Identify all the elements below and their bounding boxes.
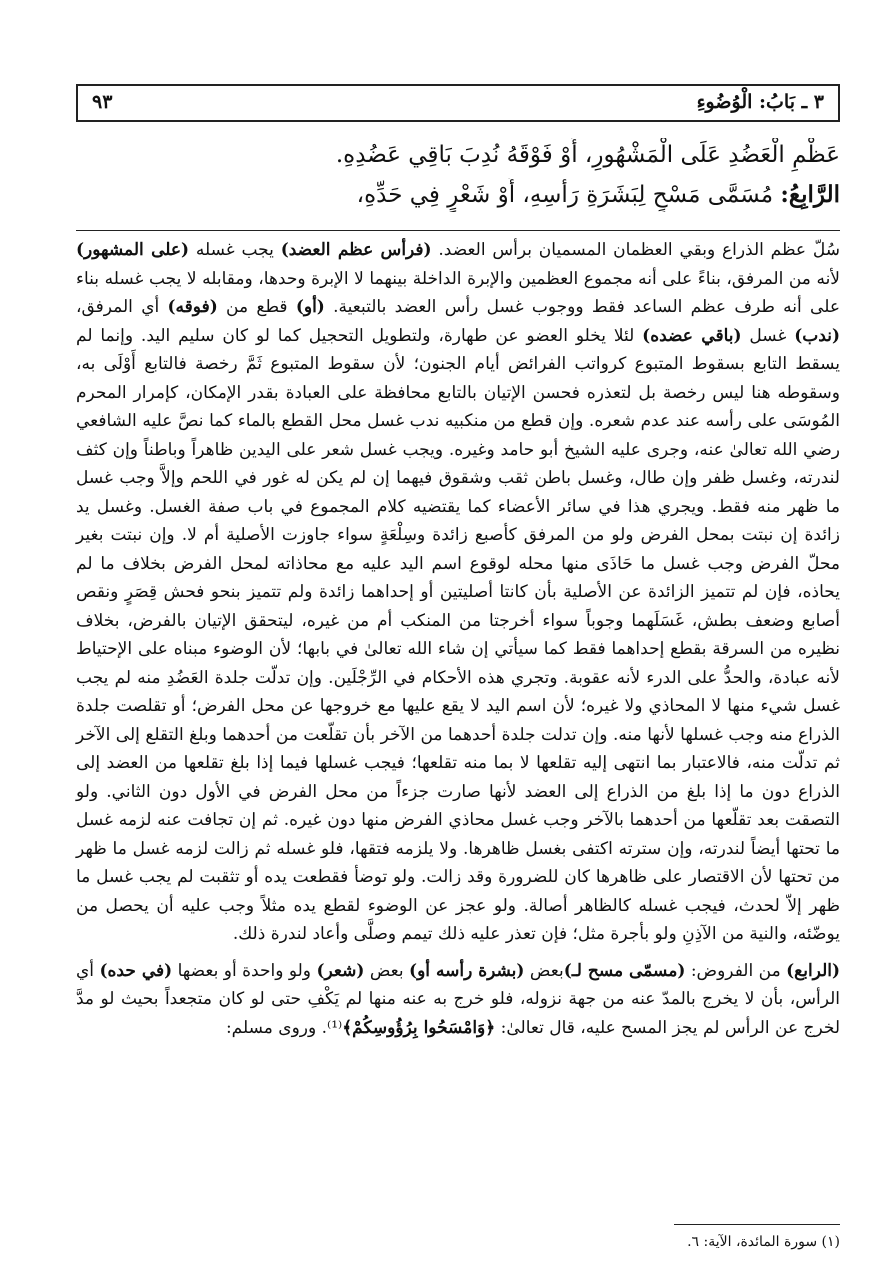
- commentary-paragraph-1: [76, 236, 840, 949]
- page-number: ٩٣: [92, 91, 113, 113]
- matn-label: الرَّابِعُ:: [780, 181, 840, 208]
- footnote: (١) سورة المائدة، الآية: ٦.: [687, 1234, 840, 1250]
- text-run: بعض: [524, 960, 564, 981]
- matn-text: مُسَمَّى مَسْحٍ لِبَشَرَةِ رَأْسِهِ، أَوْ شَعْرٍ فِي حَدِّهِ،: [356, 182, 774, 208]
- text-run: ⁽¹⁾. وروى مسلم:: [225, 1017, 343, 1038]
- text-run: لأنه من المرفق، بناءً على أنه مجموع العظمين والإبرة الداخلة بينهما لا الإبرة وحدها، ومقابله لا يجب غسله بناء على أنه طرف عظم الساعد فقط ووجوب غسل رأس العضد بالتبعية.: [76, 268, 840, 317]
- bold-phrase: (شعر): [316, 960, 365, 981]
- bold-phrase: (على المشهور): [76, 240, 190, 260]
- bold-phrase: (ندب): [794, 325, 840, 346]
- bold-phrase: (أو): [295, 297, 325, 317]
- matn-line-2: [76, 178, 840, 212]
- bold-phrase: (مسمّى مسح لـ): [563, 960, 686, 981]
- bold-phrase: (فوقه): [167, 297, 218, 317]
- text-run: بعض: [364, 960, 410, 981]
- separator-line: [76, 230, 840, 231]
- text-run: لئلا يخلو العضو عن طهارة، ولتطويل التحجيل كما لو كان سليم اليد. وإنما لم يسقط التابع بسقوط المتبوع كرواتب الفرائض أيام الجنون؛ لأن سقوط المتبوع ثَمَّ رخصة فالتابع أَوْلَى به، وسقوطه هنا ليس رخصة بل لتعذره فحسن الإتيان بالتابع محافظة على العبادة بقدر الإمكان، كإمرار المحرم المُوسَى على رأسه عند عدم شعره. وإن قطع من منكبيه ندب غسل محل القطع بالماء كما نصَّ عليه الشافعي رضي الله تعالىٰ عنه، وجرى عليه الشيخ أبو حامد وغيره. ويجب غسل شعر على اليدين ظاهراً وباطناً وإن كثف لندرته، وغسل ظفر وإن طال، وغسل باطن ثقب وشقوق فيهما إن لم يكن له غور في اللحم وإلاَّ وجب غسل ما ظهر منه فقط. ويجري هذا في سائر الأعضاء كما يقتضيه كلام المجموع في باب صفة الغسل. وغسل يد زائدة إن نبتت بمحل الفرض ولو من المرفق كأصبع زائدة وسِلْعَةٍ سواء جاوزت الأصلية أم لا. وإن نبتت بغير محلّ الفرض وجب غسل ما حَاذَى منها محله لوقوع اسم اليد عليه مع محاذاته لمحل الفرض بخلاف ما لم يحاذه، فإن لم تتميز الزائدة عن الأصلية بأن كانتا أصليتين أو إحداهما زائدة ولم تتميز بنحو فحش قِصَرٍ ونقص أصابع وضعف بطش، غَسَلَهما وجوباً سواء أخرجتا من المنكب أم من غيره، ليتحقق الإتيان بالفرض، بخلاف نظيره من السرقة بقطع إحداهما فقط كما سيأتي إن شاء الله تعالىٰ في بابها؛ لأن الوضوء مبناه على الإحتياط لأنه عبادة، والحدُّ على الدرء لأنه عقوبة. وتجري هذه الأحكام في الرِّجْلَين. وإن تدلّت جلدة العَضُدِ منه لم يجب غسل شيء منها لا المحاذي ولا غيره؛ لأن اسم اليد لا يقع عليها مع خروجها عن محل الفرض؛ أو تقلصت جلدة الذراع منه وجب غسلها لأنها منه. وإن تدلت جلدة أحدهما من الآخر بأن تقلّعت من أحدهما وبلغ التقلع إلى الآخر ثم تدلّت منه، فالاعتبار بما انتهى إليه تقلعها لا بما منه تقلعها؛ فيجب غسلها فيما إذا بلغ تقلعها من العضد إلى الذراع دون ما إذا بلغ من الذراع إلى العضد لأنها صارت جزءاً من محل الفرض في الأول دون الثاني. ولو التصقت بعد تقلّعها من أحدهما بالآخر وجب غسل محاذي الفرض منها دون غيره. ثم إن تجافت عنه لزمه غسل ما تحتها أيضاً لندرته، وإن سترته اكتفى بغسل ظاهرها. ولا يلزمه فتقها، فلو غسله ثم زالت لزمه غسل ما ظهر من تحتها لأن الاقتصار على ظاهرها كان للضرورة وقد زالت. ولو توضأ فقطعت يده أو تثقبت لم يجب غسل ما ظهر إلاّ لحدث، فيجب غسله كالظاهر أصالة. ولو عجز عن الوضوء لقطع يده مثلاً وجب عليه أن يحصل من يوضّئه، والنية من الآذِنِ ولو بأجرة مثل؛ فإن تعذر عليه ذلك تيمم وصلَّى وأعاد لندرة ذلك.: [76, 325, 840, 944]
- text-run: أي المرفق،: [76, 297, 168, 317]
- text-run: سُلّ عظم الذراع وبقي العظمان المسميان برأس العضد.: [431, 240, 841, 260]
- bold-phrase: (بشرة رأسه أو): [409, 960, 525, 981]
- bold-phrase: (فرأس عظم العضد): [280, 240, 432, 260]
- page-header: [76, 84, 840, 122]
- bold-phrase: ﴿وَامْسَحُوا بِرُؤُوسِكُمْ﴾: [342, 1017, 496, 1038]
- bold-phrase: (الرابع): [786, 960, 841, 981]
- text-run: غسل: [741, 325, 795, 346]
- text-run: قطع من: [217, 297, 296, 317]
- footnote-rule: [674, 1224, 840, 1225]
- commentary: [76, 236, 840, 1042]
- bold-phrase: (باقي عضده): [642, 325, 742, 346]
- bold-phrase: (في حده): [99, 960, 173, 981]
- book-page: [76, 84, 841, 1250]
- text-run: أي الرأس، بأن لا يخرج بالمدّ عنه من جهة نزوله، فلو خرج به عنه منها لم يَكْفِ حتى لو كان متجعداً بحيث لو مدَّ لخرج عن الرأس لم يجز المسح عليه، قال تعالىٰ:: [76, 960, 840, 1038]
- matn-line-1: عَظْمِ الْعَضُدِ عَلَى الْمَشْهُورِ، أَوْ فَوْقَهُ نُدِبَ بَاقِي عَضُدِهِ.: [335, 142, 840, 168]
- chapter-title: ٣ ـ بَابُ: الْوُضُوءِ: [696, 91, 824, 113]
- text-run: ولو واحدة أو بعضها: [172, 960, 317, 981]
- text-run: من الفروض:: [685, 960, 787, 981]
- text-run: يجب غسله: [189, 240, 281, 260]
- commentary-paragraph-2: [76, 957, 840, 1043]
